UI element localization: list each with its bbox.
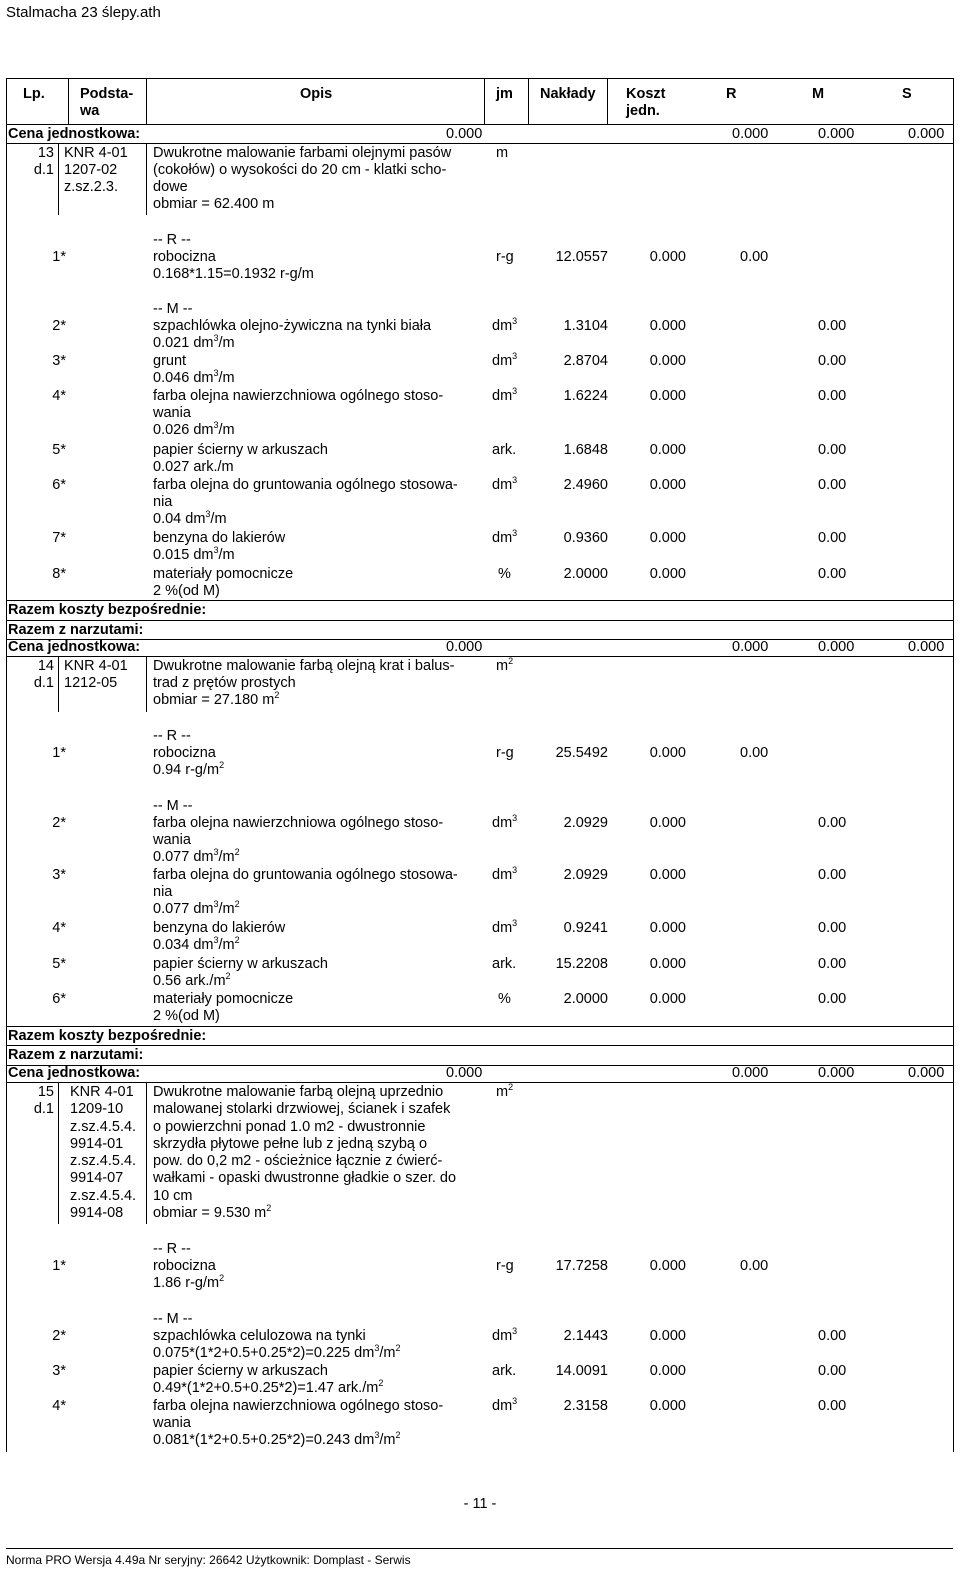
resource-number: 4* — [52, 388, 66, 404]
resource-number: 2* — [52, 318, 66, 334]
resource-quantity: 25.5492 — [555, 745, 608, 761]
resource-cost: 0.000 — [649, 815, 686, 831]
resource-unit: $dm^3$ — [492, 316, 518, 334]
resource-unit: $dm^3$ — [492, 475, 518, 493]
direct-costs-label: Razem koszty bezpośrednie: — [8, 1028, 207, 1044]
resource-name: szpachlówka celulozowa na tynki — [153, 1328, 366, 1344]
resource-name-cont: wania — [153, 405, 191, 421]
table-left-border — [6, 78, 7, 1452]
resource-value: 0.00 — [740, 249, 769, 265]
resource-quantity: 2.4960 — [563, 477, 608, 493]
unit-price-r: 0.000 — [732, 126, 769, 142]
resource-value: 0.00 — [818, 388, 847, 404]
resource-name: materiały pomocnicze — [153, 566, 294, 582]
position-number: 14 — [37, 658, 54, 674]
resource-quantity: 17.7258 — [555, 1258, 608, 1274]
resource-quantity: 2.0929 — [563, 867, 608, 883]
resource-cost: 0.000 — [649, 388, 686, 404]
resource-norm: 0.077 $dm^3/m^2$ — [153, 847, 240, 865]
resource-cost: 0.000 — [649, 442, 686, 458]
resource-norm: 0.034 $dm^3/m^2$ — [153, 935, 240, 953]
resource-name: benzyna do lakierów — [153, 920, 286, 936]
resource-cost: 0.000 — [649, 745, 686, 761]
resource-quantity: 2.1443 — [563, 1328, 608, 1344]
header-m: M — [812, 86, 825, 102]
resource-cost: 0.000 — [649, 1363, 686, 1379]
basis-line: 9914-07 — [70, 1170, 124, 1186]
resource-unit: r-g — [496, 1258, 514, 1274]
resource-name: robocizna — [153, 745, 216, 761]
resource-cost: 0.000 — [649, 318, 686, 334]
header-bottom-border — [6, 124, 953, 125]
resource-cost: 0.000 — [649, 530, 686, 546]
resource-quantity: 1.6224 — [563, 388, 608, 404]
col-divider — [58, 656, 59, 712]
resource-value: 0.00 — [818, 815, 847, 831]
resource-norm: 0.026 $dm^3/m$ — [153, 420, 235, 438]
basis-line: KNR 4-01 — [64, 658, 128, 674]
col-divider — [58, 143, 59, 215]
resource-unit: $dm^3$ — [492, 386, 518, 404]
col-divider — [146, 78, 147, 125]
unit-price-s: 0.000 — [908, 126, 945, 142]
basis-line: z.sz.2.3. — [64, 179, 118, 195]
unit-price-value: 0.000 — [446, 639, 483, 655]
resource-number: 5* — [52, 442, 66, 458]
resource-number: 1* — [52, 249, 66, 265]
unit: $m^2$ — [496, 656, 514, 674]
description-line: trad z prętów prostych — [153, 675, 296, 691]
resource-value: 0.00 — [818, 530, 847, 546]
row-border — [6, 1082, 953, 1083]
basis-line: z.sz.4.5.4. — [70, 1188, 137, 1204]
quantity-line: obmiar = 9.530 $m^2$ — [153, 1203, 272, 1221]
row-border — [6, 143, 953, 144]
resource-cost: 0.000 — [649, 956, 686, 972]
header-koszt-2: jedn. — [626, 103, 660, 119]
row-border — [6, 1045, 953, 1046]
resource-quantity: 0.9241 — [563, 920, 608, 936]
section-r-label: -- R -- — [153, 728, 191, 744]
resource-unit: $dm^3$ — [492, 865, 518, 883]
basis-line: z.sz.4.5.4. — [70, 1153, 137, 1169]
resource-quantity: 1.3104 — [563, 318, 608, 334]
resource-cost: 0.000 — [649, 920, 686, 936]
header-s: S — [902, 86, 912, 102]
with-overheads-label: Razem z narzutami: — [8, 622, 144, 638]
resource-number: 8* — [52, 566, 66, 582]
col-divider — [528, 78, 529, 125]
row-border — [6, 620, 953, 621]
description-line: wałkami - opaski dwustronne gładkie o szer. do — [153, 1170, 457, 1186]
quantity-line: obmiar = 27.180 $m^2$ — [153, 690, 280, 708]
resource-cost: 0.000 — [649, 477, 686, 493]
description-line: dowe — [153, 179, 188, 195]
col-divider — [58, 1082, 59, 1224]
description-line: Dwukrotne malowanie farbą olejną uprzednio — [153, 1084, 444, 1100]
unit-price-label: Cena jednostkowa: — [8, 1065, 141, 1081]
footer-text: Norma PRO Wersja 4.49a Nr seryjny: 26642 Użytkownik: Domplast - Serwis — [6, 1553, 411, 1567]
header-lp: Lp. — [23, 86, 45, 102]
resource-number: 6* — [52, 991, 66, 1007]
col-divider — [146, 656, 147, 712]
resource-name-cont: wania — [153, 1415, 191, 1431]
resource-norm: 0.56 $ark./m^2$ — [153, 971, 231, 989]
resource-number: 5* — [52, 956, 66, 972]
resource-unit: $dm^3$ — [492, 351, 518, 369]
description-line: pow. do 0,2 m2 - ościeżnice łącznie z ćwierć- — [153, 1153, 443, 1169]
basis-line: KNR 4-01 — [64, 145, 128, 161]
row-border — [6, 1026, 953, 1027]
resource-number: 4* — [52, 920, 66, 936]
with-overheads-label: Razem z narzutami: — [8, 1047, 144, 1063]
basis-line: 9914-01 — [70, 1136, 124, 1152]
unit-price-r: 0.000 — [732, 1065, 769, 1081]
header-koszt: Koszt — [626, 86, 666, 102]
resource-norm: 0.081*(1*2+0.5+0.25*2)=0.243 $dm^3/m^2$ — [153, 1430, 401, 1448]
quantity-line: obmiar = 62.400 m — [153, 196, 275, 212]
resource-name: farba olejna do gruntowania ogólnego stosowa- — [153, 867, 458, 883]
position-number: 15 — [37, 1084, 54, 1100]
basis-line: 1207-02 — [64, 162, 118, 178]
description-line: skrzydła płytowe pełne lub z jedną szybą o — [153, 1136, 428, 1152]
unit-price-s: 0.000 — [908, 639, 945, 655]
resource-unit: $dm^3$ — [492, 528, 518, 546]
section-m-label: -- M -- — [153, 301, 193, 317]
resource-name-cont: nia — [153, 494, 173, 510]
resource-value: 0.00 — [818, 1363, 847, 1379]
resource-quantity: 1.6848 — [563, 442, 608, 458]
col-divider — [146, 1082, 147, 1224]
position-sub: d.1 — [33, 162, 54, 178]
resource-unit: ark. — [492, 1363, 517, 1379]
description-line: (cokołów) o wysokości do 20 cm - klatki scho- — [153, 162, 447, 178]
resource-norm: 0.075*(1*2+0.5+0.25*2)=0.225 $dm^3/m^2$ — [153, 1343, 401, 1361]
resource-number: 3* — [52, 867, 66, 883]
resource-norm: 1.86 $r-g/m^2$ — [153, 1273, 225, 1291]
header-opis: Opis — [300, 86, 333, 102]
header-podstawa-2: wa — [80, 103, 100, 119]
resource-name: papier ścierny w arkuszach — [153, 442, 328, 458]
resource-cost: 0.000 — [649, 991, 686, 1007]
col-divider — [607, 78, 608, 125]
resource-number: 2* — [52, 1328, 66, 1344]
resource-number: 4* — [52, 1398, 66, 1414]
resource-name: robocizna — [153, 1258, 216, 1274]
resource-value: 0.00 — [740, 1258, 769, 1274]
resource-norm: 0.49*(1*2+0.5+0.25*2)=1.47 $ark./m^2$ — [153, 1378, 384, 1396]
resource-quantity: 15.2208 — [555, 956, 608, 972]
row-border — [6, 656, 953, 657]
unit-price-s: 0.000 — [908, 1065, 945, 1081]
resource-number: 3* — [52, 1363, 66, 1379]
description-line: 10 cm — [153, 1188, 193, 1204]
header-podstawa: Podsta- — [80, 86, 134, 102]
header-naklady: Nakłady — [540, 86, 596, 102]
resource-quantity: 2.8704 — [563, 353, 608, 369]
resource-name: grunt — [153, 353, 187, 369]
resource-name: papier ścierny w arkuszach — [153, 1363, 328, 1379]
resource-norm: 0.021 $dm^3/m$ — [153, 333, 235, 351]
col-divider — [484, 78, 485, 125]
basis-line: KNR 4-01 — [70, 1084, 134, 1100]
description-line: Dwukrotne malowanie farbami olejnymi pasów — [153, 145, 452, 161]
resource-name: farba olejna nawierzchniowa ogólnego stoso- — [153, 1398, 444, 1414]
resource-number: 1* — [52, 745, 66, 761]
resource-quantity: 2.0000 — [563, 566, 608, 582]
resource-quantity: 12.0557 — [555, 249, 608, 265]
header-jm: jm — [496, 86, 513, 102]
resource-name-cont: wania — [153, 832, 191, 848]
resource-value: 0.00 — [818, 353, 847, 369]
resource-value: 0.00 — [818, 991, 847, 1007]
col-divider — [68, 78, 69, 125]
section-m-label: -- M -- — [153, 1311, 193, 1327]
col-divider — [146, 143, 147, 215]
resource-value: 0.00 — [818, 477, 847, 493]
resource-unit: r-g — [496, 745, 514, 761]
resource-name: farba olejna nawierzchniowa ogólnego stoso- — [153, 815, 444, 831]
resource-value: 0.00 — [818, 1398, 847, 1414]
resource-unit: % — [498, 566, 511, 582]
resource-value: 0.00 — [818, 318, 847, 334]
description-line: o powierzchni ponad 1.0 m2 - dwustronnie — [153, 1119, 426, 1135]
resource-quantity: 0.9360 — [563, 530, 608, 546]
resource-name-cont: nia — [153, 884, 173, 900]
section-r-label: -- R -- — [153, 1241, 191, 1257]
resource-norm: 0.94 $r-g/m^2$ — [153, 760, 225, 778]
resource-value: 0.00 — [818, 920, 847, 936]
row-border — [6, 600, 953, 601]
resource-unit: $dm^3$ — [492, 1326, 518, 1344]
direct-costs-label: Razem koszty bezpośrednie: — [8, 602, 207, 618]
unit-price-r: 0.000 — [732, 639, 769, 655]
basis-line: 1212-05 — [64, 675, 118, 691]
resource-quantity: 2.0000 — [563, 991, 608, 1007]
resource-norm: 0.046 $dm^3/m$ — [153, 368, 235, 386]
resource-unit: $dm^3$ — [492, 1396, 518, 1414]
section-r-label: -- R -- — [153, 232, 191, 248]
section-m-label: -- M -- — [153, 798, 193, 814]
resource-name: farba olejna nawierzchniowa ogólnego stoso- — [153, 388, 444, 404]
resource-name: papier ścierny w arkuszach — [153, 956, 328, 972]
unit-price-label: Cena jednostkowa: — [8, 126, 141, 142]
header-r: R — [726, 86, 737, 102]
unit-price-value: 0.000 — [446, 1065, 483, 1081]
resource-unit: ark. — [492, 442, 517, 458]
table-right-border — [953, 78, 954, 1452]
resource-norm: 0.04 $dm^3/m$ — [153, 509, 227, 527]
resource-value: 0.00 — [818, 956, 847, 972]
unit-price-m: 0.000 — [818, 639, 855, 655]
resource-number: 3* — [52, 353, 66, 369]
resource-quantity: 2.3158 — [563, 1398, 608, 1414]
resource-unit: $dm^3$ — [492, 918, 518, 936]
resource-norm: 2 %(od M) — [153, 583, 220, 599]
table-top-border — [6, 78, 953, 79]
resource-cost: 0.000 — [649, 1258, 686, 1274]
document-title: Stalmacha 23 ślepy.ath — [6, 4, 161, 21]
resource-quantity: 14.0091 — [555, 1363, 608, 1379]
resource-number: 1* — [52, 1258, 66, 1274]
resource-unit: ark. — [492, 956, 517, 972]
unit: $m^2$ — [496, 1082, 514, 1100]
unit-price-value: 0.000 — [446, 126, 483, 142]
resource-quantity: 2.0929 — [563, 815, 608, 831]
resource-unit: r-g — [496, 249, 514, 265]
resource-name: farba olejna do gruntowania ogólnego stosowa- — [153, 477, 458, 493]
resource-cost: 0.000 — [649, 1328, 686, 1344]
resource-name: materiały pomocnicze — [153, 991, 294, 1007]
description-line: Dwukrotne malowanie farbą olejną krat i balus- — [153, 658, 455, 674]
resource-name: robocizna — [153, 249, 216, 265]
resource-unit: % — [498, 991, 511, 1007]
resource-cost: 0.000 — [649, 353, 686, 369]
unit-price-m: 0.000 — [818, 1065, 855, 1081]
basis-line: z.sz.4.5.4. — [70, 1119, 137, 1135]
basis-line: 1209-10 — [70, 1101, 124, 1117]
resource-cost: 0.000 — [649, 1398, 686, 1414]
resource-value: 0.00 — [818, 442, 847, 458]
resource-norm: 0.168*1.15=0.1932 r-g/m — [153, 266, 314, 282]
resource-number: 6* — [52, 477, 66, 493]
resource-value: 0.00 — [740, 745, 769, 761]
resource-name: szpachlówka olejno-żywiczna na tynki biała — [153, 318, 432, 334]
unit-price-label: Cena jednostkowa: — [8, 639, 141, 655]
resource-name: benzyna do lakierów — [153, 530, 286, 546]
resource-value: 0.00 — [818, 1328, 847, 1344]
unit-price-m: 0.000 — [818, 126, 855, 142]
resource-value: 0.00 — [818, 566, 847, 582]
basis-line: 9914-08 — [70, 1205, 124, 1221]
resource-norm: 0.015 $dm^3/m$ — [153, 545, 235, 563]
resource-cost: 0.000 — [649, 867, 686, 883]
resource-number: 2* — [52, 815, 66, 831]
resource-unit: $dm^3$ — [492, 813, 518, 831]
resource-cost: 0.000 — [649, 249, 686, 265]
position-sub: d.1 — [33, 675, 54, 691]
unit: m — [496, 145, 509, 161]
position-sub: d.1 — [33, 1101, 54, 1117]
resource-cost: 0.000 — [649, 566, 686, 582]
resource-norm: 2 %(od M) — [153, 1008, 220, 1024]
resource-value: 0.00 — [818, 867, 847, 883]
position-number: 13 — [37, 145, 54, 161]
resource-norm: 0.077 $dm^3/m^2$ — [153, 899, 240, 917]
footer-rule — [6, 1548, 953, 1549]
page-number: - 11 - — [463, 1496, 497, 1512]
description-line: malowanej stolarki drzwiowej, ścianek i szafek — [153, 1101, 451, 1117]
resource-norm: 0.027 ark./m — [153, 459, 234, 475]
resource-number: 7* — [52, 530, 66, 546]
